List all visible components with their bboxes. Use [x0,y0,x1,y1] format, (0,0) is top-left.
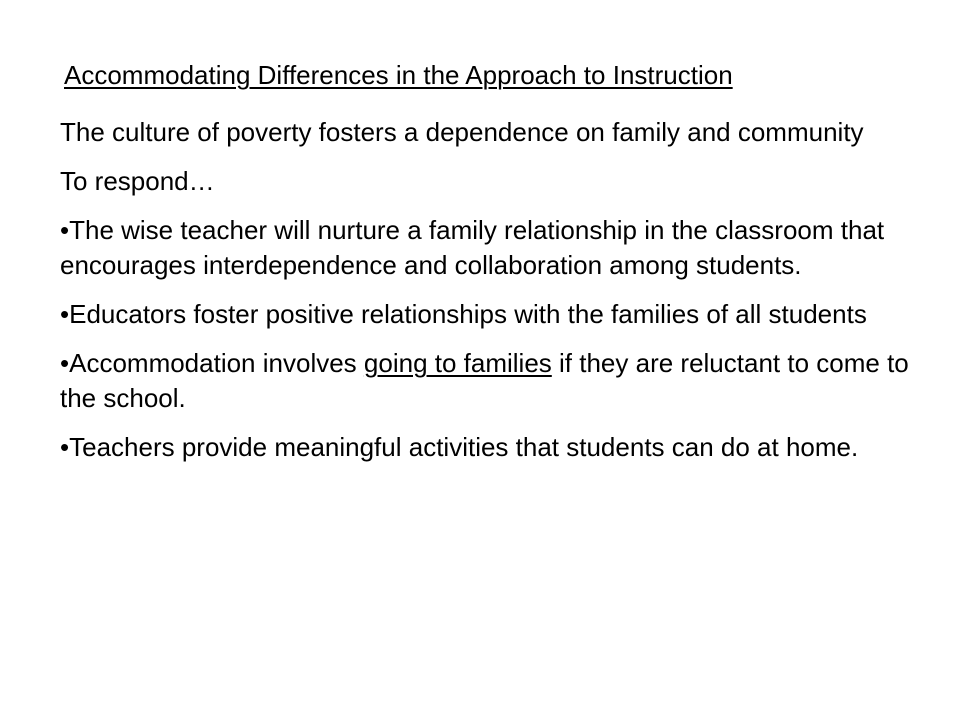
respond-text: To respond… [60,166,215,196]
bullet-accommodation [60,346,910,416]
going-to-families-emphasis: going to families [363,348,552,378]
slide-body [60,115,910,479]
slide-title: Accommodating Differences in the Approach to Instruction [64,60,733,90]
bullet-home-activities: •Teachers provide meaningful activities that students can do at home. [60,432,859,462]
bullet-foster-relationships: •Educators foster positive relationships with the families of all students [60,299,867,329]
bullet-accommodation-before: •Accommodation involves [60,348,364,378]
bullet-nurture-family: •The wise teacher will nurture a family relationship in the classroom that encourages interdependence and collaboration among students. [60,215,885,280]
bullet-accommodation-after: if they are reluctant to come to the school. [60,348,909,413]
intro-text: The culture of poverty fosters a dependence on family and community [60,117,864,147]
